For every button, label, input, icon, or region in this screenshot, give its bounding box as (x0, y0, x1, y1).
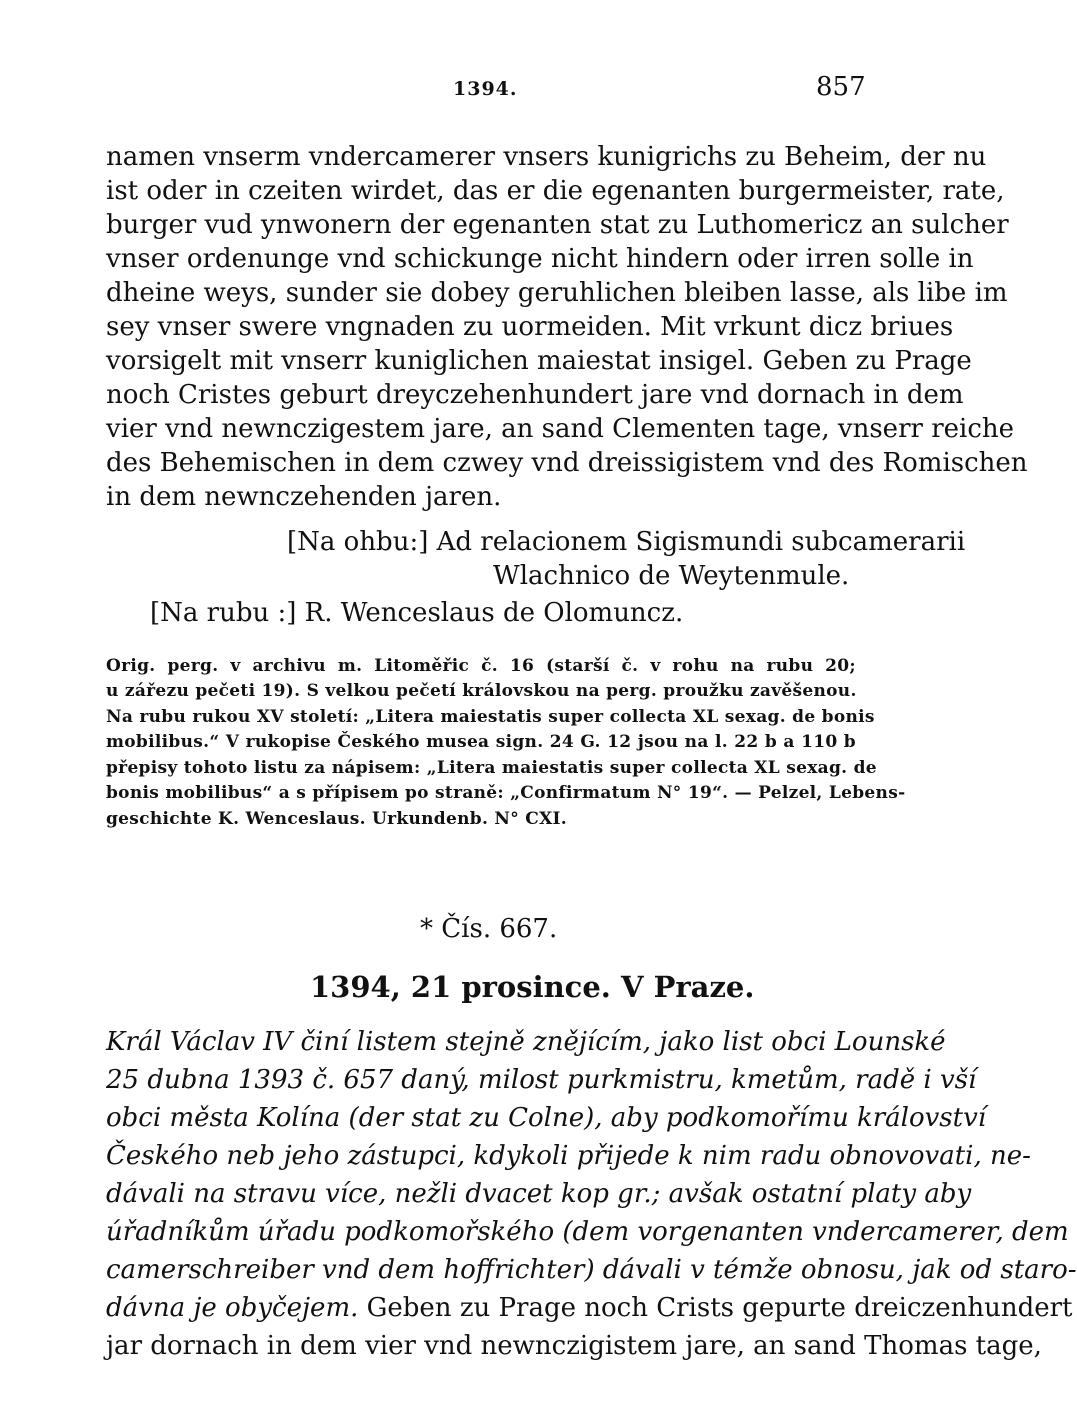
regest-line (106, 1025, 946, 1059)
regest-italic: úřadníkům úřadu podkomořského (dem vorgenanten vndercamerer, dem (106, 1217, 1069, 1247)
note-line: bonis mobilibus“ a s přípisem po straně: „Confirmatum N° 19“. — Pelzel, Lebens- (106, 783, 906, 803)
text-line: namen vnserm vndercamerer vnsers kunigrichs zu Beheim, der nu (106, 142, 987, 172)
regest-italic: dávna je obyčejem. (106, 1293, 359, 1323)
text-line: vorsigelt mit vnserr kuniglichen maiestat insigel. Geben zu Prage (106, 346, 972, 376)
regest-italic: camerschreiber vnd dem hoffrichter) dávali v témže obnosu, jak od staro- (106, 1255, 1077, 1285)
regest-line (106, 1215, 1069, 1249)
regest-line (106, 1291, 1073, 1325)
text-line: ist oder in czeiten wirdet, das er die egenanten burgermeister, rate, (106, 176, 1005, 206)
regest-line (106, 1253, 1077, 1287)
note-line: u zářezu pečeti 19). S velkou pečetí královskou na perg. proužku zavěšenou. (106, 681, 857, 701)
text-line: noch Cristes geburt dreyczehenhundert jare vnd dornach in dem (106, 380, 964, 410)
note-line: Orig. perg. v archivu m. Litoměřic č. 16 (starší č. v rohu na rubu 20; (106, 656, 856, 676)
text-line: vier vnd newnczigestem jare, an sand Clementen tage, vnserr reiche (106, 414, 1015, 444)
document-heading: 1394, 21 prosince. V Praze. (310, 970, 755, 1004)
note-line: mobilibus.“ V rukopise Českého musea sign. 24 G. 12 jsou na l. 22 b a 110 b (106, 732, 856, 752)
text-line: sey vnser swere vngnaden zu uormeiden. Mit vrkunt dicz briues (106, 312, 954, 342)
regest-roman: Geben zu Prage noch Crists gepurte dreiczenhundert (358, 1293, 1073, 1323)
document-number: * Čís. 667. (420, 914, 558, 944)
regest-line (106, 1063, 977, 1097)
endorsement-ohbu-continuation: Wlachnico de Weytenmule. (493, 561, 850, 591)
running-head-year: 1394. (453, 78, 518, 100)
regest-italic: Českého neb jeho zástupci, kdykoli přijede k nim radu obnovovati, ne- (106, 1141, 1031, 1171)
text-line: burger vud ynwonern der egenanten stat zu Luthomericz an sulcher (106, 210, 1009, 240)
regest-line (106, 1329, 1042, 1363)
regest-roman: jar dornach in dem vier vnd newnczigistem jare, an sand Thomas tage, (106, 1331, 1042, 1361)
endorsement-rubu: [Na rubu :] R. Wenceslaus de Olomuncz. (150, 598, 684, 628)
text-line: vnser ordenunge vnd schickunge nicht hindern oder irren solle in (106, 244, 974, 274)
regest-line (106, 1101, 987, 1135)
note-line: geschichte K. Wenceslaus. Urkundenb. N° CXI. (106, 809, 568, 829)
text-line: in dem newnczehenden jaren. (106, 482, 502, 512)
regest-italic: obci města Kolína (der stat zu Colne), aby podkomořímu království (106, 1103, 987, 1133)
text-line: des Behemischen in dem czwey vnd dreissigistem vnd des Romischen (106, 448, 1028, 478)
page-number: 857 (816, 72, 866, 102)
note-line: Na rubu rukou XV století: „Litera maiestatis super collecta XL sexag. de bonis (106, 707, 875, 727)
regest-line (106, 1139, 1031, 1173)
regest-italic: Král Václav IV činí listem stejně znějícím, jako list obci Lounské (106, 1027, 946, 1057)
endorsement-ohbu: [Na ohbu:] Ad relacionem Sigismundi subcamerarii (287, 527, 966, 557)
note-line: přepisy tohoto listu za nápisem: „Litera maiestatis super collecta XL sexag. de (106, 758, 877, 778)
regest-italic: dávali na stravu více, nežli dvacet kop gr.; avšak ostatní platy aby (106, 1179, 972, 1209)
regest-line (106, 1177, 972, 1211)
text-line: dheine weys, sunder sie dobey geruhlichen bleiben lasse, als libe im (106, 278, 1008, 308)
regest-italic: 25 dubna 1393 č. 657 daný, milost purkmistru, kmetům, radě i vší (106, 1065, 977, 1095)
